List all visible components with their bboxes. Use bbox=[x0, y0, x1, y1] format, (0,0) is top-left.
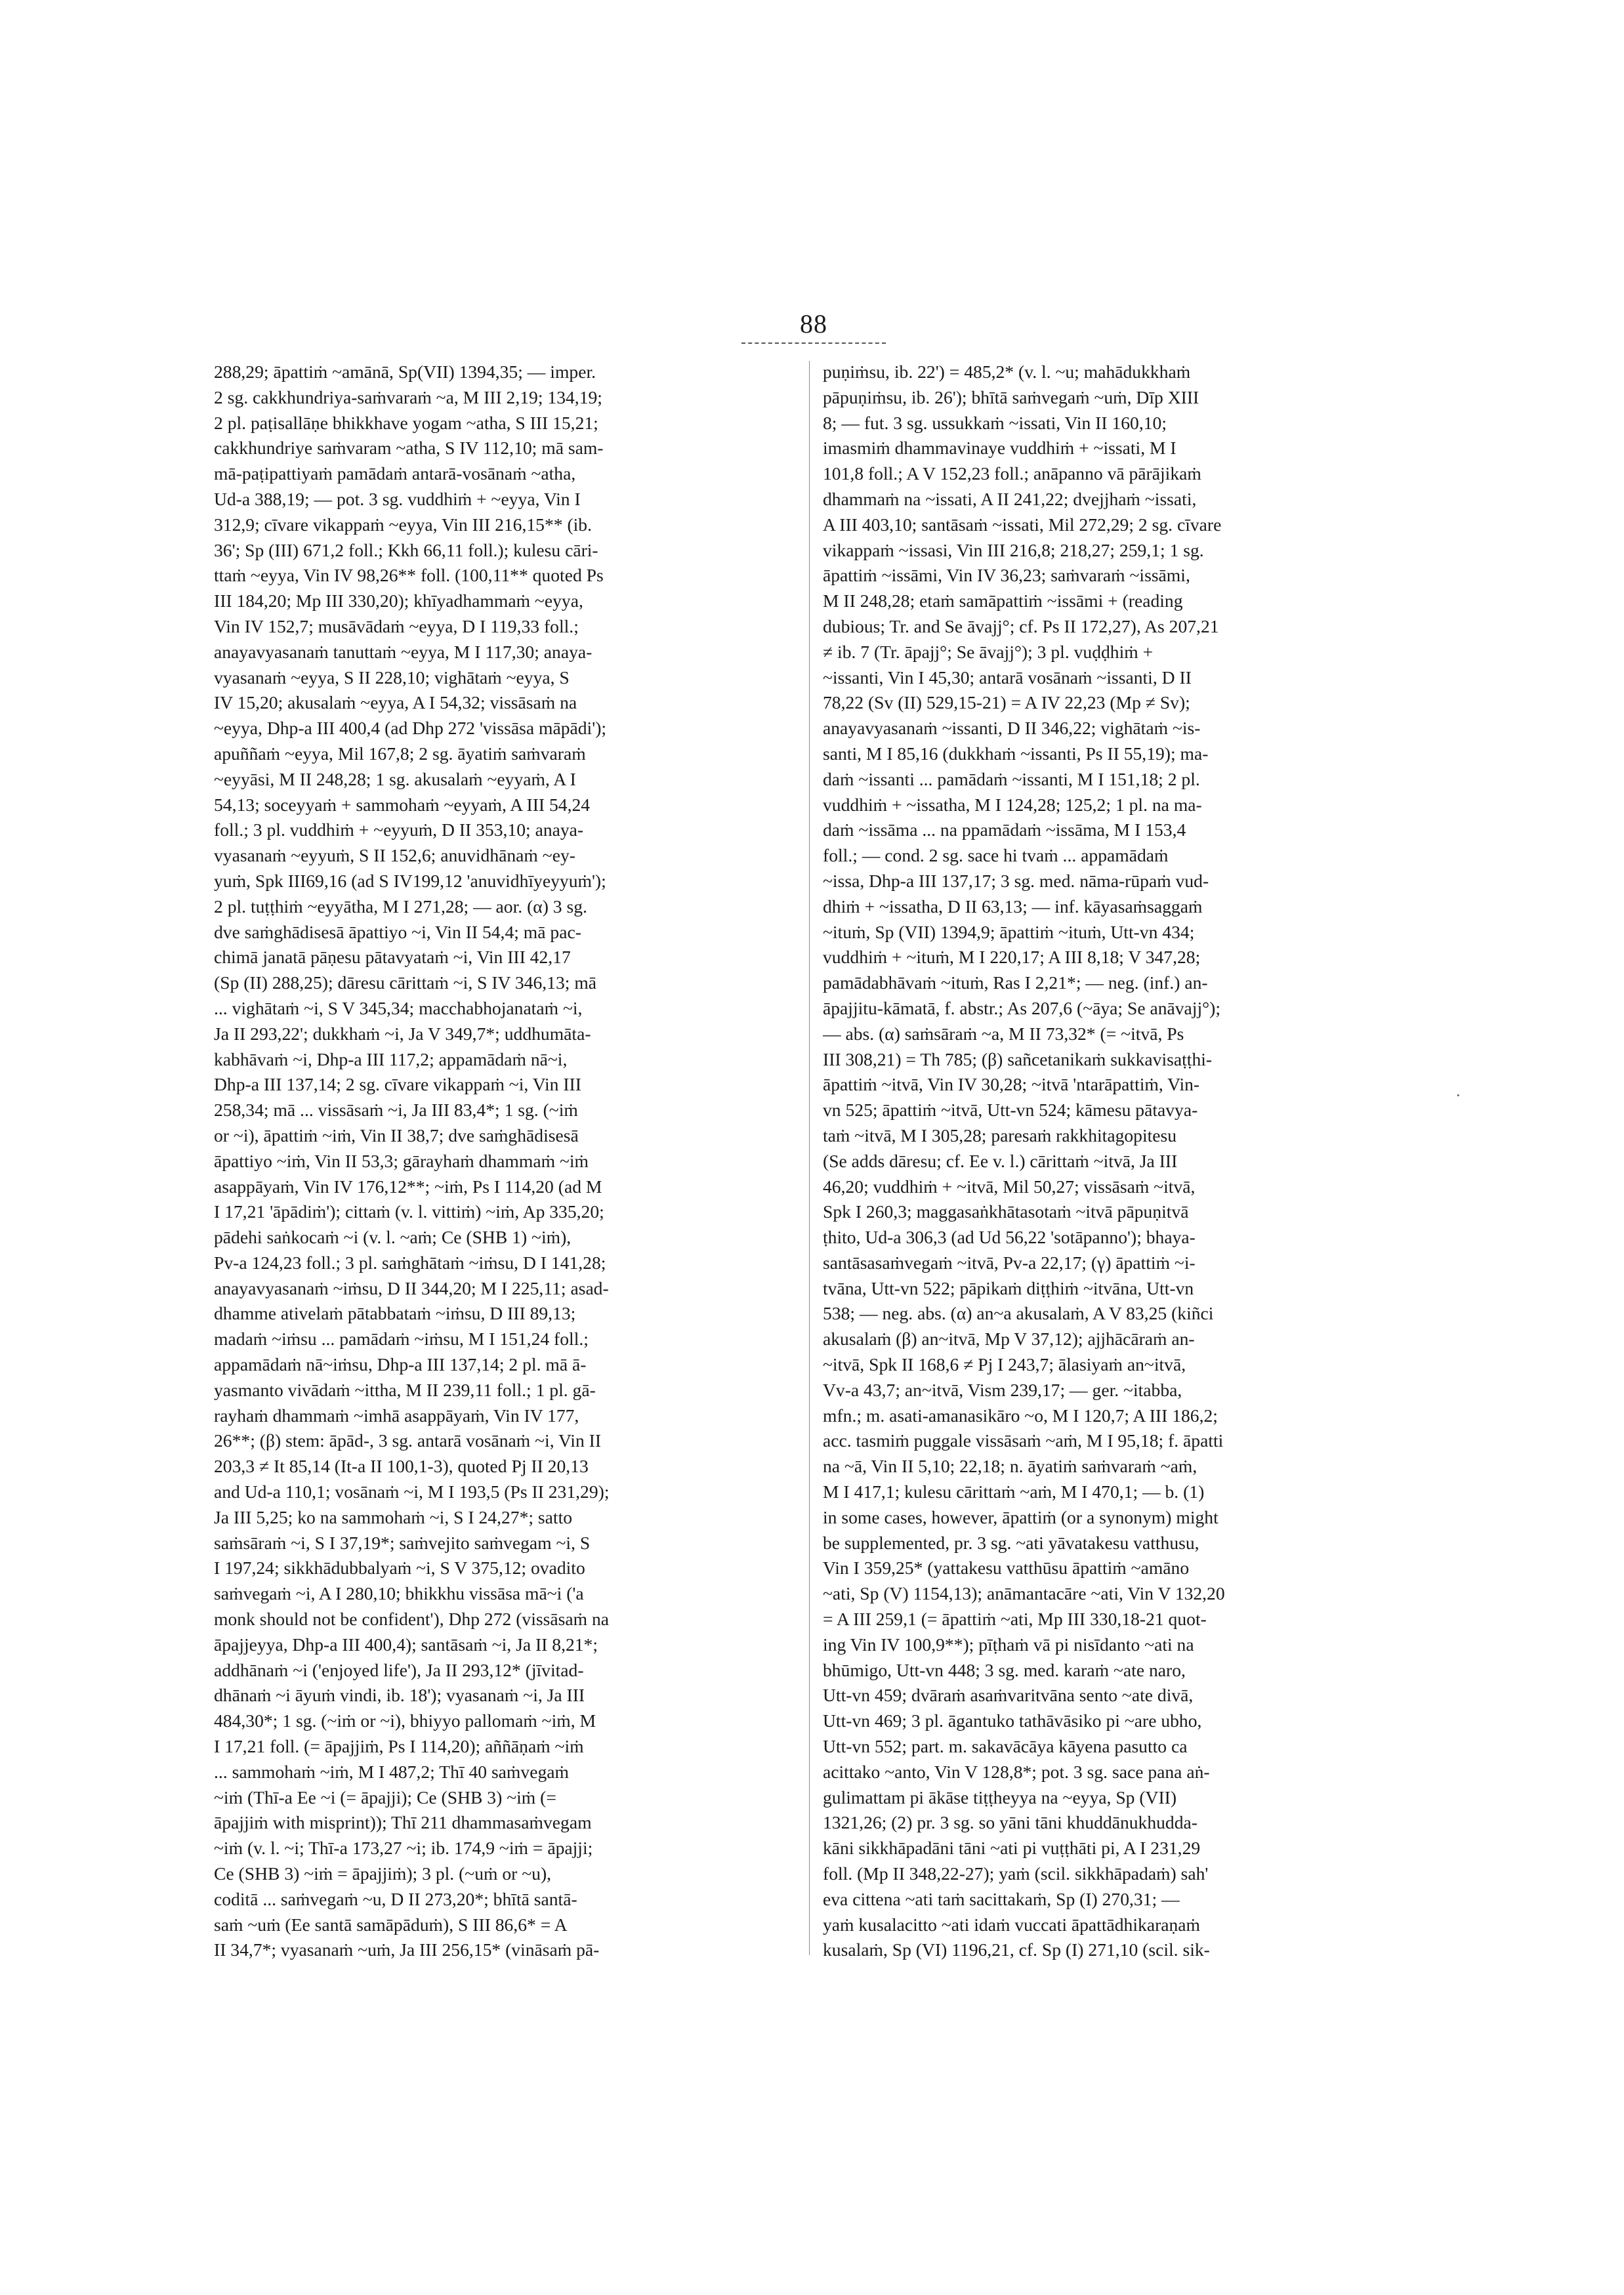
left-column-line: chimā janatā pāṇesu pātavyataṁ ~i, Vin III 42,17 bbox=[214, 947, 571, 968]
right-column-line: vikappaṁ ~issasi, Vin III 216,8; 218,27; 259,1; 1 sg. bbox=[823, 539, 1204, 560]
left-column-line: āpajjiṁ with misprint)); Thī 211 dhammasaṁvegam bbox=[214, 1812, 592, 1833]
left-column-line: or ~i), āpattiṁ ~iṁ, Vin II 38,7; dve saṁghādisesā bbox=[214, 1125, 579, 1146]
left-column-line: Pv-a 124,23 foll.; 3 pl. saṁghātaṁ ~iṁsu, D I 141,28; bbox=[214, 1252, 606, 1273]
left-column-line: 2 pl. paṭisallāṇe bhikkhave yogam ~atha, S III 15,21; bbox=[214, 412, 598, 433]
right-column-line: dubious; Tr. and Se āvajj°; cf. Ps II 172,27), As 207,21 bbox=[823, 615, 1219, 636]
left-column-line: 2 sg. cakkhundriya-saṁvaraṁ ~a, M III 2,19; 134,19; bbox=[214, 386, 602, 407]
left-column-line: I 17,21 'āpādiṁ'); cittaṁ (v. l. vittiṁ) ~iṁ, Ap 335,20; bbox=[214, 1201, 604, 1222]
left-column-line: 203,3 ≠ It 85,14 (It-a II 100,1-3), quoted Pj II 20,13 bbox=[214, 1456, 589, 1477]
left-column-line: 26**; (β) stem: āpād-, 3 sg. antarā vosānaṁ ~i, Vin II bbox=[214, 1430, 602, 1451]
right-column-line: bhūmigo, Utt-vn 448; 3 sg. med. karaṁ ~ate naro, bbox=[823, 1659, 1186, 1680]
left-column-line: dhānaṁ ~i āyuṁ vindi, ib. 18'); vyasanaṁ ~i, Ja III bbox=[214, 1685, 585, 1706]
right-column-line: pamādabhāvaṁ ~ituṁ, Ras I 2,21*; — neg. (inf.) an- bbox=[823, 972, 1208, 993]
left-column-line: ... sammohaṁ ~iṁ, M I 487,2; Thī 40 saṁvegaṁ bbox=[214, 1761, 569, 1782]
right-column-line: āpajjitu-kāmatā, f. abstr.; As 207,6 (~āya; Se anāvajj°); bbox=[823, 997, 1221, 1018]
left-column-line: and Ud-a 110,1; vosānaṁ ~i, M I 193,5 (Ps II 231,29); bbox=[214, 1481, 610, 1502]
right-column-line: āpattiṁ ~itvā, Vin IV 30,28; ~itvā 'ntarāpattiṁ, Vin- bbox=[823, 1074, 1200, 1095]
left-column-line: 258,34; mā ... vissāsaṁ ~i, Ja III 83,4*; 1 sg. (~iṁ bbox=[214, 1100, 578, 1121]
page-number-rule bbox=[741, 342, 886, 344]
right-column-line: taṁ ~itvā, M I 305,28; paresaṁ rakkhitagopitesu bbox=[823, 1125, 1177, 1146]
column-divider bbox=[809, 361, 810, 1955]
right-column-line: Vin I 359,25* (yattakesu vatthūsu āpattiṁ ~amāno bbox=[823, 1558, 1190, 1579]
right-column-line: Utt-vn 552; part. m. sakavācāya kāyena pasutto ca bbox=[823, 1736, 1188, 1757]
right-column-line: ~issanti, Vin I 45,30; antarā vosānaṁ ~issanti, D II bbox=[823, 667, 1192, 688]
left-column-line: mā-paṭipattiyaṁ pamādaṁ antarā-vosānaṁ ~atha, bbox=[214, 463, 576, 484]
left-column-line: 54,13; soceyyaṁ + sammohaṁ ~eyyaṁ, A III 54,24 bbox=[214, 794, 591, 815]
left-column-line: anayavyasanaṁ ~iṁsu, D II 344,20; M I 225,11; asad- bbox=[214, 1277, 609, 1298]
left-column-line: āpattiyo ~iṁ, Vin II 53,3; gārayhaṁ dhammaṁ ~iṁ bbox=[214, 1150, 589, 1171]
right-column-line: 46,20; vuddhiṁ + ~itvā, Mil 50,27; vissāsaṁ ~itvā, bbox=[823, 1176, 1196, 1197]
right-column-line: = A III 259,1 (= āpattiṁ ~ati, Mp III 330,18-21 quot- bbox=[823, 1609, 1207, 1630]
right-column-line: imasmiṁ dhammavinaye vuddhiṁ + ~issati, M I bbox=[823, 438, 1176, 459]
left-column-line: ~eyyāsi, M II 248,28; 1 sg. akusalaṁ ~eyyaṁ, A I bbox=[214, 768, 576, 789]
left-column-line: madaṁ ~iṁsu ... pamādaṁ ~iṁsu, M I 151,24 foll.; bbox=[214, 1329, 589, 1350]
left-column-line: Ud-a 388,19; — pot. 3 sg. vuddhiṁ + ~eyya, Vin I bbox=[214, 488, 581, 509]
left-column-line: foll.; 3 pl. vuddhiṁ + ~eyyuṁ, D II 353,10; anaya- bbox=[214, 819, 584, 840]
right-column-line: 1321,26; (2) pr. 3 sg. so yāni tāni khuddānukhudda- bbox=[823, 1812, 1197, 1833]
left-column-line: dve saṁghādisesā āpattiyo ~i, Vin II 54,4; mā pac- bbox=[214, 921, 581, 942]
right-column-line: 8; — fut. 3 sg. ussukkaṁ ~issati, Vin II 160,10; bbox=[823, 412, 1167, 433]
right-column-line: foll.; — cond. 2 sg. sace hi tvaṁ ... appamādaṁ bbox=[823, 845, 1169, 866]
left-column-line: asappāyaṁ, Vin IV 176,12**; ~iṁ, Ps I 114,20 (ad M bbox=[214, 1176, 602, 1197]
right-column-line: — abs. (α) saṁsāraṁ ~a, M II 73,32* (= ~itvā, Ps bbox=[823, 1023, 1184, 1044]
right-column-line: ~issa, Dhp-a III 137,17; 3 sg. med. nāma-rūpaṁ vud- bbox=[823, 870, 1209, 891]
right-column-line: Utt-vn 459; dvāraṁ asaṁvaritvāna sento ~ate divā, bbox=[823, 1685, 1194, 1706]
left-column-line: cakkhundriye saṁvaram ~atha, S IV 112,10; mā sam- bbox=[214, 438, 604, 459]
left-column-line: Ce (SHB 3) ~iṁ = āpajjiṁ); 3 pl. (~uṁ or ~u), bbox=[214, 1863, 552, 1884]
left-column-line: ttaṁ ~eyya, Vin IV 98,26** foll. (100,11** quoted Ps bbox=[214, 565, 604, 586]
right-column-line: anayavyasanaṁ ~issanti, D II 346,22; vighātaṁ ~is- bbox=[823, 718, 1201, 739]
right-column-line: na ~ā, Vin II 5,10; 22,18; n. āyatiṁ saṁvaraṁ ~aṁ, bbox=[823, 1456, 1197, 1477]
right-column-line: santāsasaṁvegaṁ ~itvā, Pv-a 22,17; (γ) āpattiṁ ~i- bbox=[823, 1252, 1196, 1273]
left-column-line: pādehi saṅkocaṁ ~i (v. l. ~aṁ; Ce (SHB 1) ~iṁ), bbox=[214, 1227, 572, 1248]
right-column-line: daṁ ~issāma ... na ppamādaṁ ~issāma, M I 153,4 bbox=[823, 819, 1186, 840]
left-column-line: yuṁ, Spk III69,16 (ad S IV199,12 'anuvidhīyeyyuṁ'); bbox=[214, 870, 606, 891]
left-column-line: vyasanaṁ ~eyya, S II 228,10; vighātaṁ ~eyya, S bbox=[214, 667, 570, 688]
right-column-line: ing Vin IV 100,9**); pīṭhaṁ vā pi nisīdanto ~ati na bbox=[823, 1634, 1194, 1655]
left-column-line: Vin IV 152,7; musāvādaṁ ~eyya, D I 119,33 foll.; bbox=[214, 615, 579, 636]
right-column-line: in some cases, however, āpattiṁ (or a synonym) might bbox=[823, 1506, 1218, 1527]
right-column-line: Spk I 260,3; maggasaṅkhātasotaṁ ~itvā pāpuṇitvā bbox=[823, 1201, 1189, 1222]
right-column-line: Utt-vn 469; 3 pl. āgantuko tathāvāsiko pi ~are ubho, bbox=[823, 1710, 1202, 1731]
right-column-line: dhiṁ + ~issatha, D II 63,13; — inf. kāyasaṁsaggaṁ bbox=[823, 896, 1203, 917]
right-column-line: (Se adds dāresu; cf. Ee v. l.) cārittaṁ ~itvā, Ja III bbox=[823, 1150, 1178, 1171]
right-column-line: vuddhiṁ + ~ituṁ, M I 220,17; A III 8,18; V 347,28; bbox=[823, 947, 1201, 968]
right-column-line: acittako ~anto, Vin V 128,8*; pot. 3 sg. sace pana aṅ- bbox=[823, 1761, 1210, 1782]
right-column-line: 101,8 foll.; A V 152,23 foll.; anāpanno vā pārājikaṁ bbox=[823, 463, 1201, 484]
left-column-line: saṁ ~uṁ (Ee santā samāpāduṁ), S III 86,6* = A bbox=[214, 1914, 568, 1935]
right-column-line: eva cittena ~ati taṁ sacittakaṁ, Sp (I) 270,31; — bbox=[823, 1888, 1180, 1909]
left-column-line: Ja III 5,25; ko na sammohaṁ ~i, S I 24,27*; satto bbox=[214, 1506, 573, 1527]
right-column-line: tvāna, Utt-vn 522; pāpikaṁ diṭṭhiṁ ~itvāna, Utt-vn bbox=[823, 1277, 1194, 1298]
left-column-line: ~iṁ (Thī-a Ee ~i (= āpajji); Ce (SHB 3) ~iṁ (= bbox=[214, 1787, 556, 1808]
right-column-line: ~ati, Sp (V) 1154,13); anāmantacāre ~ati, Vin V 132,20 bbox=[823, 1583, 1225, 1604]
right-column-line: gulimattam pi ākāse tiṭṭheyya na ~eyya, Sp (VII) bbox=[823, 1787, 1177, 1808]
right-column-line: kāni sikkhāpadāni tāni ~ati pi vuṭṭhāti pi, A I 231,29 bbox=[823, 1838, 1201, 1859]
right-column-line: kusalaṁ, Sp (VI) 1196,21, cf. Sp (I) 271,10 (scil. sik- bbox=[823, 1939, 1210, 1960]
right-column-line: ≠ ib. 7 (Tr. āpajj°; Se āvajj°); 3 pl. vuḍḍhiṁ + bbox=[823, 641, 1154, 662]
left-column-line: IV 15,20; akusalaṁ ~eyya, A I 54,32; vissāsaṁ na bbox=[214, 692, 577, 713]
left-column-line: dhamme ativelaṁ pātabbataṁ ~iṁsu, D III 89,13; bbox=[214, 1303, 576, 1324]
right-column-line: santi, M I 85,16 (dukkhaṁ ~issanti, Ps II 55,19); ma- bbox=[823, 743, 1209, 764]
margin-mark: · bbox=[1455, 1086, 1461, 1105]
right-column-line: M II 248,28; etaṁ samāpattiṁ ~issāmi + (reading bbox=[823, 590, 1183, 611]
right-column-line: mfn.; m. asati-amanasikāro ~o, M I 120,7; A III 186,2; bbox=[823, 1405, 1218, 1426]
left-column-line: addhānaṁ ~i ('enjoyed life'), Ja II 293,12* (jīvitad- bbox=[214, 1659, 584, 1680]
right-column bbox=[823, 360, 1405, 1963]
right-column-line: Vv-a 43,7; an~itvā, Vism 239,17; — ger. ~itabba, bbox=[823, 1379, 1182, 1400]
left-column-line: appamādaṁ nā~iṁsu, Dhp-a III 137,14; 2 pl. mā ā- bbox=[214, 1354, 587, 1375]
right-column-line: 538; — neg. abs. (α) an~a akusalaṁ, A V 83,25 (kiñci bbox=[823, 1303, 1214, 1324]
right-column-line: be supplemented, pr. 3 sg. ~ati yāvatakesu vatthusu, bbox=[823, 1532, 1199, 1553]
right-column-line: III 308,21) = Th 785; (β) sañcetanikaṁ sukkavisaṭṭhi- bbox=[823, 1048, 1213, 1069]
right-column-line: M I 417,1; kulesu cārittaṁ ~aṁ, M I 470,1; — b. (1) bbox=[823, 1481, 1205, 1502]
right-column-line: ~itvā, Spk II 168,6 ≠ Pj I 243,7; ālasiyaṁ an~itvā, bbox=[823, 1354, 1186, 1375]
right-column-line: akusalaṁ (β) an~itvā, Mp V 37,12); ajjhācāraṁ an- bbox=[823, 1329, 1195, 1350]
left-column-line: Dhp-a III 137,14; 2 sg. cīvare vikappaṁ ~i, Vin III bbox=[214, 1074, 581, 1095]
right-column-line: yaṁ kusalacitto ~ati idaṁ vuccati āpattādhikaraṇaṁ bbox=[823, 1914, 1201, 1935]
left-column-line: 2 pl. tuṭṭhiṁ ~eyyātha, M I 271,28; — aor. (α) 3 sg. bbox=[214, 896, 587, 917]
right-column-line: 78,22 (Sv (II) 529,15-21) = A IV 22,23 (Mp ≠ Sv); bbox=[823, 692, 1190, 713]
left-column-line: vyasanaṁ ~eyyuṁ, S II 152,6; anuvidhānaṁ ~ey- bbox=[214, 845, 575, 866]
left-column-line: coditā ... saṁvegaṁ ~u, D II 273,20*; bhītā santā- bbox=[214, 1888, 577, 1909]
left-column-line: Ja II 293,22'; dukkhaṁ ~i, Ja V 349,7*; uddhumāta- bbox=[214, 1023, 591, 1044]
left-column-line: rayhaṁ dhammaṁ ~imhā asappāyaṁ, Vin IV 177, bbox=[214, 1405, 579, 1426]
left-column-line: saṁsāraṁ ~i, S I 37,19*; saṁvejito saṁvegam ~i, S bbox=[214, 1532, 591, 1553]
left-column-line: I 197,24; sikkhādubbalyaṁ ~i, S V 375,12; ovadito bbox=[214, 1558, 585, 1579]
right-column-line: daṁ ~issanti ... pamādaṁ ~issanti, M I 151,18; 2 pl. bbox=[823, 768, 1200, 789]
left-column-line: 36'; Sp (III) 671,2 foll.; Kkh 66,11 foll.); kulesu cāri- bbox=[214, 539, 598, 560]
right-column-line: pāpuṇiṁsu, ib. 26'); bhītā saṁvegaṁ ~uṁ, Dīp XIII bbox=[823, 386, 1199, 407]
right-column-line: acc. tasmiṁ puggale vissāsaṁ ~aṁ, M I 95,18; f. āpatti bbox=[823, 1430, 1224, 1451]
left-column-line: (Sp (II) 288,25); dāresu cārittaṁ ~i, S IV 346,13; mā bbox=[214, 972, 597, 993]
right-column-line: ~ituṁ, Sp (VII) 1394,9; āpattiṁ ~ituṁ, Utt-vn 434; bbox=[823, 921, 1195, 942]
left-column bbox=[214, 360, 797, 1963]
left-column-line: monk should not be confident'), Dhp 272 (vissāsaṁ na bbox=[214, 1609, 609, 1630]
right-column-line: āpattiṁ ~issāmi, Vin IV 36,23; saṁvaraṁ ~issāmi, bbox=[823, 565, 1190, 586]
left-column-line: saṁvegaṁ ~i, A I 280,10; bhikkhu vissāsa mā~i ('a bbox=[214, 1583, 584, 1604]
left-column-line: 312,9; cīvare vikappaṁ ~eyya, Vin III 216,15** (ib. bbox=[214, 514, 592, 535]
right-column-line: ṭhito, Ud-a 306,3 (ad Ud 56,22 'sotāpanno'); bhaya- bbox=[823, 1227, 1196, 1248]
left-column-line: apuññaṁ ~eyya, Mil 167,8; 2 sg. āyatiṁ saṁvaraṁ bbox=[214, 743, 586, 764]
right-column-line: dhammaṁ na ~issati, A II 241,22; dvejjhaṁ ~issati, bbox=[823, 488, 1197, 509]
left-column-line: ... vighātaṁ ~i, S V 345,34; macchabhojanataṁ ~i, bbox=[214, 997, 583, 1018]
left-column-line: anayavyasanaṁ tanuttaṁ ~eyya, M I 117,30; anaya- bbox=[214, 641, 593, 662]
left-column-line: II 34,7*; vyasanaṁ ~uṁ, Ja III 256,15* (vināsaṁ pā- bbox=[214, 1939, 600, 1960]
left-column-line: āpajjeyya, Dhp-a III 400,4); santāsaṁ ~i, Ja II 8,21*; bbox=[214, 1634, 598, 1655]
left-column-line: 288,29; āpattiṁ ~amānā, Sp(VII) 1394,35; — imper. bbox=[214, 362, 596, 382]
left-column-line: yasmanto vivādaṁ ~ittha, M II 239,11 foll.; 1 pl. gā- bbox=[214, 1379, 596, 1400]
left-column-line: kabhāvaṁ ~i, Dhp-a III 117,2; appamādaṁ nā~i, bbox=[214, 1048, 568, 1069]
left-column-line: I 17,21 foll. (= āpajjiṁ, Ps I 114,20); aññāṇaṁ ~iṁ bbox=[214, 1736, 584, 1757]
right-column-line: foll. (Mp II 348,22-27); yaṁ (scil. sikkhāpadaṁ) sah' bbox=[823, 1863, 1209, 1884]
right-column-line: puṇiṁsu, ib. 22') = 485,2* (v. l. ~u; mahādukkhaṁ bbox=[823, 362, 1191, 382]
page-number: 88 bbox=[800, 309, 827, 339]
right-column-line: vn 525; āpattiṁ ~itvā, Utt-vn 524; kāmesu pātavya- bbox=[823, 1100, 1198, 1121]
left-column-line: ~iṁ (v. l. ~i; Thī-a 173,27 ~i; ib. 174,9 ~iṁ = āpajji; bbox=[214, 1838, 593, 1859]
left-column-line: 484,30*; 1 sg. (~iṁ or ~i), bhiyyo pallomaṁ ~iṁ, M bbox=[214, 1710, 596, 1731]
left-column-line: III 184,20; Mp III 330,20); khīyadhammaṁ ~eyya, bbox=[214, 590, 583, 611]
left-column-line: ~eyya, Dhp-a III 400,4 (ad Dhp 272 'vissāsa māpādi'); bbox=[214, 718, 607, 739]
right-column-line: A III 403,10; santāsaṁ ~issati, Mil 272,29; 2 sg. cīvare bbox=[823, 514, 1222, 535]
right-column-line: vuddhiṁ + ~issatha, M I 124,28; 125,2; 1 pl. na ma- bbox=[823, 794, 1202, 815]
